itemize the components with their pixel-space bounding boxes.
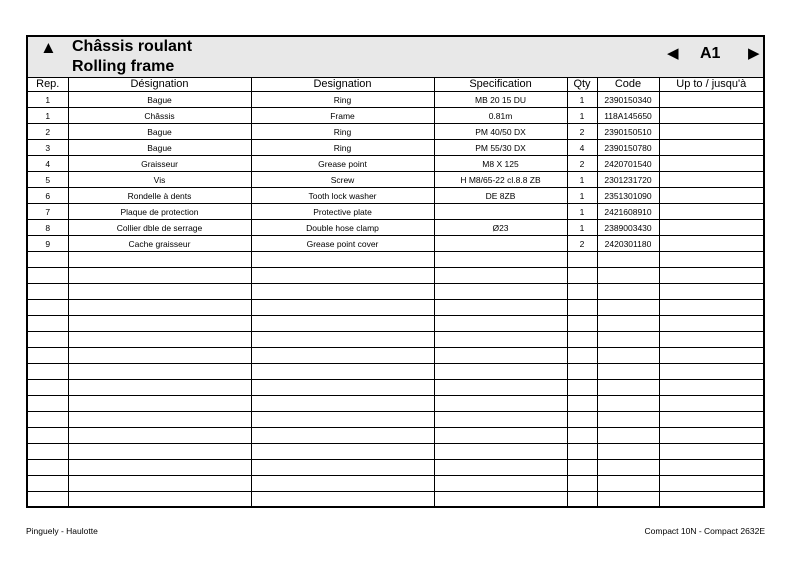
empty-cell	[434, 284, 567, 300]
table-row	[28, 92, 763, 108]
empty-cell	[251, 428, 434, 444]
empty-cell	[567, 332, 597, 348]
cell-up-to	[659, 220, 763, 236]
empty-cell	[251, 444, 434, 460]
cell-code: 2390150780	[597, 140, 659, 156]
empty-cell	[597, 300, 659, 316]
empty-table-row	[28, 428, 763, 444]
cell-specification: MB 20 15 DU	[434, 92, 567, 108]
empty-cell	[28, 300, 68, 316]
cell-qty: 2	[567, 156, 597, 172]
empty-cell	[597, 460, 659, 476]
empty-cell	[251, 396, 434, 412]
empty-cell	[597, 444, 659, 460]
empty-table-row	[28, 444, 763, 460]
empty-cell	[659, 412, 763, 428]
cell-specification: 0.81m	[434, 108, 567, 124]
empty-cell	[251, 364, 434, 380]
empty-cell	[251, 348, 434, 364]
empty-cell	[68, 364, 251, 380]
empty-table-row	[28, 284, 763, 300]
footer-model: Compact 10N - Compact 2632E	[644, 526, 765, 536]
cell-designation-en: Protective plate	[251, 204, 434, 220]
empty-cell	[434, 364, 567, 380]
cell-up-to	[659, 204, 763, 220]
empty-table-row	[28, 396, 763, 412]
cell-designation-fr: Plaque de protection	[68, 204, 251, 220]
table-row	[28, 220, 763, 236]
previous-page-icon[interactable]: ◀	[667, 45, 679, 62]
empty-table-row	[28, 332, 763, 348]
empty-cell	[434, 492, 567, 508]
cell-code: 2390150510	[597, 124, 659, 140]
up-arrow-icon[interactable]: ▲	[40, 38, 57, 57]
empty-cell	[28, 444, 68, 460]
empty-cell	[28, 268, 68, 284]
cell-code: 2421608910	[597, 204, 659, 220]
empty-cell	[68, 300, 251, 316]
cell-qty: 1	[567, 92, 597, 108]
empty-cell	[567, 444, 597, 460]
empty-cell	[68, 252, 251, 268]
empty-cell	[28, 348, 68, 364]
empty-cell	[28, 460, 68, 476]
empty-cell	[68, 460, 251, 476]
empty-cell	[251, 476, 434, 492]
empty-cell	[597, 364, 659, 380]
cell-qty: 1	[567, 188, 597, 204]
empty-cell	[597, 492, 659, 508]
empty-cell	[251, 492, 434, 508]
cell-qty: 1	[567, 220, 597, 236]
empty-cell	[567, 252, 597, 268]
empty-cell	[659, 252, 763, 268]
empty-cell	[434, 252, 567, 268]
empty-cell	[68, 284, 251, 300]
empty-cell	[659, 332, 763, 348]
cell-designation-fr: Vis	[68, 172, 251, 188]
next-page-icon[interactable]: ▶	[748, 45, 760, 62]
empty-table-row	[28, 300, 763, 316]
cell-rep: 9	[28, 236, 68, 252]
table-row	[28, 124, 763, 140]
empty-cell	[68, 348, 251, 364]
empty-table-row	[28, 492, 763, 508]
cell-designation-fr: Châssis	[68, 108, 251, 124]
table-header-row	[28, 77, 763, 92]
empty-cell	[68, 332, 251, 348]
cell-specification: PM 55/30 DX	[434, 140, 567, 156]
empty-cell	[28, 492, 68, 508]
column-header-specification: Specification	[434, 77, 567, 92]
cell-designation-en: Ring	[251, 140, 434, 156]
empty-cell	[659, 428, 763, 444]
empty-table-row	[28, 252, 763, 268]
empty-cell	[434, 348, 567, 364]
empty-cell	[659, 444, 763, 460]
cell-qty: 1	[567, 108, 597, 124]
empty-table-row	[28, 348, 763, 364]
empty-cell	[251, 380, 434, 396]
empty-cell	[68, 476, 251, 492]
empty-table-row	[28, 476, 763, 492]
column-header-designation-fr: Désignation	[68, 77, 251, 92]
empty-table-row	[28, 412, 763, 428]
cell-rep: 2	[28, 124, 68, 140]
cell-designation-en: Double hose clamp	[251, 220, 434, 236]
empty-cell	[567, 316, 597, 332]
cell-designation-en: Frame	[251, 108, 434, 124]
cell-rep: 1	[28, 92, 68, 108]
empty-cell	[28, 316, 68, 332]
empty-cell	[567, 476, 597, 492]
parts-list-frame	[26, 35, 765, 508]
cell-up-to	[659, 188, 763, 204]
empty-cell	[434, 444, 567, 460]
empty-cell	[68, 396, 251, 412]
empty-cell	[434, 316, 567, 332]
cell-designation-fr: Collier dble de serrage	[68, 220, 251, 236]
empty-cell	[68, 428, 251, 444]
cell-specification: DE 8ZB	[434, 188, 567, 204]
empty-cell	[251, 252, 434, 268]
empty-cell	[597, 428, 659, 444]
cell-rep: 8	[28, 220, 68, 236]
empty-cell	[434, 380, 567, 396]
cell-up-to	[659, 108, 763, 124]
cell-rep: 3	[28, 140, 68, 156]
cell-designation-fr: Bague	[68, 140, 251, 156]
empty-cell	[597, 380, 659, 396]
cell-designation-en: Screw	[251, 172, 434, 188]
cell-designation-fr: Bague	[68, 124, 251, 140]
empty-cell	[567, 380, 597, 396]
cell-designation-fr: Rondelle à dents	[68, 188, 251, 204]
empty-cell	[597, 268, 659, 284]
column-header-up-to: Up to / jusqu'à	[659, 77, 763, 92]
column-header-code: Code	[597, 77, 659, 92]
empty-cell	[68, 380, 251, 396]
cell-up-to	[659, 156, 763, 172]
cell-code: 2420301180	[597, 236, 659, 252]
empty-table-row	[28, 460, 763, 476]
empty-cell	[251, 284, 434, 300]
cell-qty: 2	[567, 236, 597, 252]
empty-cell	[659, 300, 763, 316]
empty-cell	[597, 348, 659, 364]
empty-cell	[659, 396, 763, 412]
empty-cell	[28, 364, 68, 380]
empty-table-row	[28, 316, 763, 332]
empty-cell	[597, 252, 659, 268]
cell-code: 2420701540	[597, 156, 659, 172]
empty-cell	[597, 332, 659, 348]
empty-cell	[597, 476, 659, 492]
column-header-qty: Qty	[567, 77, 597, 92]
column-header-rep: Rep.	[28, 77, 68, 92]
empty-cell	[434, 412, 567, 428]
empty-cell	[567, 492, 597, 508]
cell-specification	[434, 204, 567, 220]
cell-designation-fr: Graisseur	[68, 156, 251, 172]
empty-cell	[567, 412, 597, 428]
table-row	[28, 236, 763, 252]
cell-code: 2351301090	[597, 188, 659, 204]
empty-cell	[567, 396, 597, 412]
cell-rep: 4	[28, 156, 68, 172]
empty-cell	[251, 316, 434, 332]
cell-designation-en: Ring	[251, 92, 434, 108]
cell-designation-en: Grease point cover	[251, 236, 434, 252]
empty-cell	[567, 284, 597, 300]
empty-cell	[659, 380, 763, 396]
cell-specification: Ø23	[434, 220, 567, 236]
empty-cell	[567, 300, 597, 316]
empty-table-row	[28, 268, 763, 284]
table-row	[28, 188, 763, 204]
header-bar	[28, 37, 763, 78]
cell-rep: 5	[28, 172, 68, 188]
empty-cell	[597, 316, 659, 332]
empty-cell	[659, 460, 763, 476]
cell-up-to	[659, 124, 763, 140]
cell-up-to	[659, 140, 763, 156]
empty-cell	[567, 268, 597, 284]
cell-qty: 4	[567, 140, 597, 156]
empty-cell	[659, 316, 763, 332]
cell-code: 2389003430	[597, 220, 659, 236]
empty-cell	[597, 396, 659, 412]
cell-rep: 1	[28, 108, 68, 124]
empty-cell	[28, 380, 68, 396]
empty-cell	[251, 412, 434, 428]
table-row	[28, 140, 763, 156]
cell-code: 2301231720	[597, 172, 659, 188]
empty-cell	[68, 492, 251, 508]
parts-table	[28, 77, 763, 507]
empty-cell	[68, 316, 251, 332]
empty-cell	[251, 268, 434, 284]
empty-cell	[68, 444, 251, 460]
table-row	[28, 172, 763, 188]
table-row	[28, 108, 763, 124]
page-id: A1	[700, 45, 721, 62]
empty-cell	[28, 412, 68, 428]
empty-cell	[28, 428, 68, 444]
empty-table-row	[28, 380, 763, 396]
cell-designation-en: Ring	[251, 124, 434, 140]
empty-cell	[68, 412, 251, 428]
cell-rep: 7	[28, 204, 68, 220]
cell-up-to	[659, 172, 763, 188]
empty-cell	[659, 476, 763, 492]
empty-cell	[28, 396, 68, 412]
empty-cell	[659, 364, 763, 380]
footer-manufacturer: Pinguely - Haulotte	[26, 526, 98, 536]
cell-code: 2390150340	[597, 92, 659, 108]
cell-designation-fr: Bague	[68, 92, 251, 108]
empty-cell	[567, 364, 597, 380]
empty-cell	[28, 332, 68, 348]
column-header-designation-en: Designation	[251, 77, 434, 92]
cell-qty: 2	[567, 124, 597, 140]
empty-cell	[567, 348, 597, 364]
table-row	[28, 156, 763, 172]
table-row	[28, 204, 763, 220]
cell-up-to	[659, 92, 763, 108]
empty-cell	[68, 268, 251, 284]
cell-designation-en: Tooth lock washer	[251, 188, 434, 204]
cell-specification: H M8/65-22 cl.8.8 ZB	[434, 172, 567, 188]
cell-designation-en: Grease point	[251, 156, 434, 172]
empty-cell	[597, 412, 659, 428]
empty-cell	[28, 476, 68, 492]
empty-cell	[567, 460, 597, 476]
empty-cell	[434, 268, 567, 284]
cell-designation-fr: Cache graisseur	[68, 236, 251, 252]
empty-cell	[659, 492, 763, 508]
empty-cell	[251, 300, 434, 316]
cell-specification: PM 40/50 DX	[434, 124, 567, 140]
empty-cell	[597, 284, 659, 300]
cell-up-to	[659, 236, 763, 252]
parts-table-body	[28, 92, 763, 508]
title-english: Rolling frame	[72, 58, 175, 75]
cell-qty: 1	[567, 204, 597, 220]
empty-cell	[434, 332, 567, 348]
empty-cell	[434, 476, 567, 492]
empty-cell	[434, 460, 567, 476]
empty-cell	[659, 268, 763, 284]
cell-code: 118A145650	[597, 108, 659, 124]
empty-cell	[251, 332, 434, 348]
cell-rep: 6	[28, 188, 68, 204]
empty-cell	[659, 284, 763, 300]
empty-cell	[251, 460, 434, 476]
empty-cell	[434, 428, 567, 444]
empty-table-row	[28, 364, 763, 380]
empty-cell	[434, 300, 567, 316]
empty-cell	[659, 348, 763, 364]
empty-cell	[567, 428, 597, 444]
cell-specification	[434, 236, 567, 252]
empty-cell	[434, 396, 567, 412]
title-french: Châssis roulant	[72, 38, 193, 55]
cell-qty: 1	[567, 172, 597, 188]
cell-specification: M8 X 125	[434, 156, 567, 172]
empty-cell	[28, 284, 68, 300]
empty-cell	[28, 252, 68, 268]
